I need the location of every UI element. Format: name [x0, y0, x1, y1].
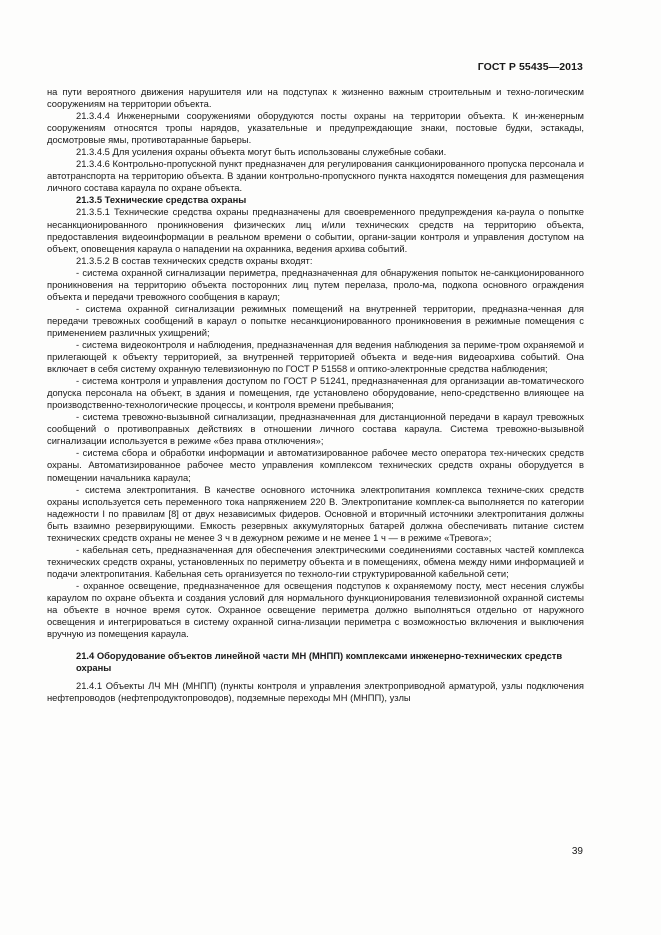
list-item: - система контроля и управления доступом по ГОСТ Р 51241, предназначенная для организации ав-томатического допуска персонала на объект, в здания и помещения, где установлено оборудование, непо-средственно влияющее на производственно-технологические процессы, и контроля времени пребывания; — [47, 375, 584, 411]
paragraph: 21.3.4.5 Для усиления охраны объекта могут быть использованы служебные собаки. — [76, 146, 447, 158]
paragraph: 21.3.5.2 В состав технических средств охраны входят: — [76, 254, 313, 266]
document-id: ГОСТ Р 55435—2013 — [477, 61, 583, 73]
paragraph: 21.4.1 Объекты ЛЧ МН (МНПП) (пункты контроля и управления электроприводной арматурой, узлы подключения нефтепроводов (нефтепродуктопроводов), подземные переходы МН (МНПП), узлы — [47, 680, 584, 704]
list-item: - система электропитания. В качестве основного источника электропитания комплекса техниче-ских средств охраны используется сеть переменного тока напряжением 220 В. Электропитание комплек-са выполняется по категории надежности I по правилам [8] от двух независимых фидеров. Основной и вторичный источники электропитания должны быть взаимно резервирующими. Емкость резервных аккумуляторных батарей должна обеспечивать питание систем технических средств охраны не менее 3 ч в дежурном режиме и не менее 1 ч — в режиме «Тревога»; — [47, 483, 584, 543]
section-heading: 21.4 Оборудование объектов линейной части МН (МНПП) комплексами инженерно-технических средств охраны — [76, 650, 563, 674]
body-text — [47, 86, 584, 704]
paragraph: на пути вероятного движения нарушителя или на подступах к жизненно важным строительным и техно-логическим сооружениям на территории объекта. — [47, 86, 584, 110]
paragraph: 21.3.4.6 Контрольно-пропускной пункт предназначен для регулирования санкционированного пропуска персонала и автотранспорта на территорию объекта. В здании контрольно-пропускного пункта находятся помещения для размещения личного состава караула по охране объекта. — [47, 158, 584, 194]
paragraph: 21.3.5.1 Технические средства охраны предназначены для своевременного предупреждения ка-раула о попытке несанкционированного проникновения физических лиц и/или технических средств на территорию объекта, предоставления видеоинформации в реальном времени о событии, органи-зации контроля и управления доступом на объект, оповещения караула о нападении на охранника, ведения архива событий. — [47, 206, 584, 254]
list-item: - система видеоконтроля и наблюдения, предназначенная для ведения наблюдения за периме-тром охраняемой и прилегающей к объекту территорией, за внутренней территорией объекта и веде-ния видеоархива событий. Она включает в себя систему охранную телевизионную по ГОСТ Р 51558 и оптико-электронные средства наблюдения; — [47, 338, 584, 375]
subsection-heading: 21.3.5 Технические средства охраны — [76, 194, 247, 206]
list-item: - кабельная сеть, предназначенная для обеспечения электрическими соединениями составных частей комплекса технических средств охраны, установленных по периметру объекта и в помещениях, обмена между ними информацией и подачи электропитания. Кабельная сеть организуется по техноло-гии структурированной кабельной сети; — [47, 543, 584, 579]
list-item: - система тревожно-вызывной сигнализации, предназначенная для дистанционной передачи в караул тревожных сообщений о противоправных действиях в отношении личного состава караула. Система тревожно-вызывной сигнализации используется в режиме «без права отключения»; — [47, 411, 584, 447]
paragraph: 21.3.4.4 Инженерными сооружениями оборудуются посты охраны на территории объекта. К ин-женерным сооружениям относятся тропы нарядов, указательные и предупреждающие знаки, постовые будки, эстакады, досмотровые ямы, противотаранные барьеры. — [47, 110, 584, 146]
list-item: - система охранной сигнализации режимных помещений на внутренней территории, предназна-ченная для передачи тревожных сообщений в караул о попытке несанкционированного проникновения в режимные помещения с применением различных ухищрений; — [47, 302, 584, 338]
list-item: - система сбора и обработки информации и автоматизированное рабочее место оператора тех-нических средств охраны. Автоматизированное рабочее место управления комплексом технических средств охраны оборудуется в помещении начальника караула; — [47, 447, 584, 483]
page-number: 39 — [571, 846, 583, 857]
list-item: - охранное освещение, предназначенное для освещения подступов к охраняемому посту, мест несения службы караулом по охране объекта и создания условий для нормального функционирования телевизионной охранной системы на объекте в ночное время суток. Охранное освещение периметра должно выполняться отдельно от наружного освещения и интегрироваться в систему охранной сигна-лизации периметра с возможностью включения и выключения вручную из помещения караула. — [47, 579, 584, 640]
list-item: - система охранной сигнализации периметра, предназначенная для обнаружения попыток не-санкционированного проникновения на территорию объекта посторонних лиц путем перелаза, проло-ма, подкопа основного ограждения объекта и передачи тревожного сообщения в караул; — [47, 266, 584, 302]
